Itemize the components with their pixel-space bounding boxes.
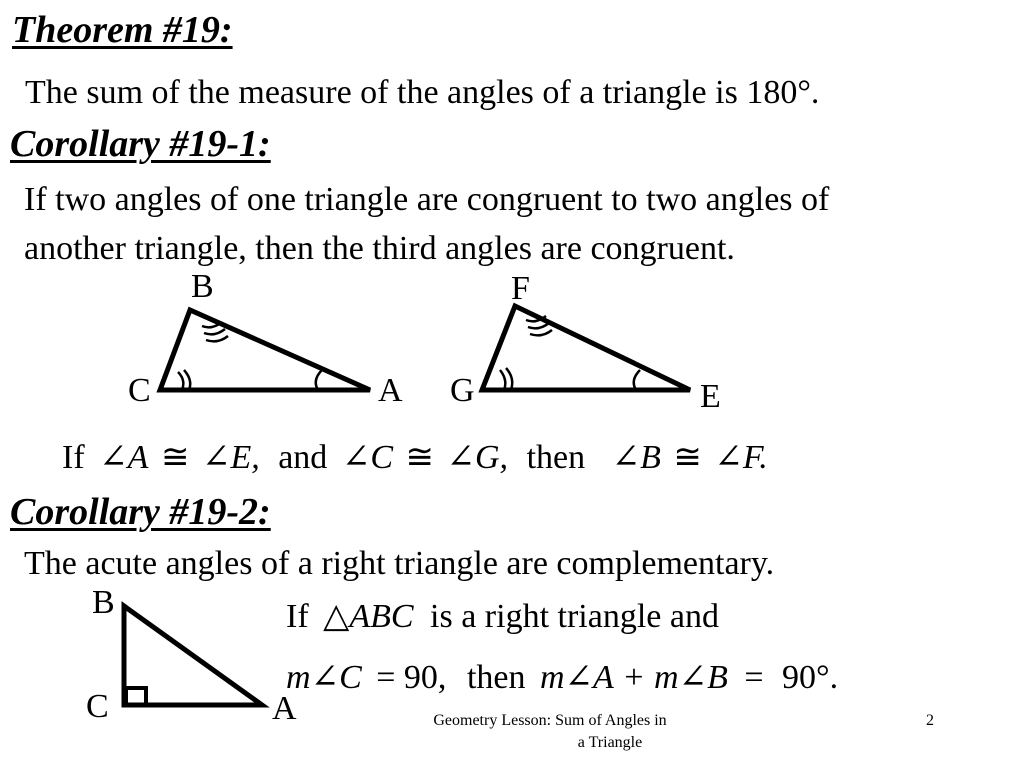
angle-b: B [707, 659, 728, 696]
congruent-symbol: ≅ [160, 439, 190, 476]
corollary2-heading: Corollary #19-2: [10, 491, 271, 533]
angle-c: C [339, 659, 362, 696]
angle-symbol: ∠ [446, 439, 475, 476]
then-text: then [526, 439, 586, 476]
if-text: If [62, 439, 85, 476]
angle-e: E, [230, 439, 260, 476]
result-90: 90°. [782, 659, 839, 696]
vertex-label-a: A [378, 372, 403, 409]
angle-c: C [370, 439, 393, 476]
equals-sign: = [744, 659, 764, 696]
corollary1-line2: another triangle, then the third angles are congruent. [24, 230, 735, 267]
theorem-statement: The sum of the measure of the angles of a triangle is 180°. [25, 74, 820, 111]
angle-symbol: ∠ [611, 439, 641, 476]
angle-symbol: ∠ [564, 659, 594, 696]
then-text: then [466, 659, 526, 696]
page-number: 2 [926, 712, 934, 729]
triangle-fge [482, 306, 690, 390]
equals-90: = 90, [376, 659, 447, 696]
footer-title-line1: Geometry Lesson: Sum of Angles in [433, 712, 667, 729]
corollary2-statement: The acute angles of a right triangle are complementary. [24, 545, 775, 582]
right-vertex-label-a: A [272, 690, 297, 727]
vertex-label-g: G [450, 372, 475, 409]
measure-m: m [539, 659, 565, 696]
congruent-symbol: ≅ [405, 439, 434, 476]
angle-symbol: ∠ [201, 439, 231, 476]
angle-a: A [127, 439, 149, 476]
right-vertex-label-c: C [86, 688, 109, 725]
triangle-name: ABC [349, 598, 414, 635]
corollary1-math-statement [62, 437, 768, 477]
congruent-symbol: ≅ [673, 439, 702, 476]
plus-sign: + [624, 659, 644, 696]
angle-marks-triangle-abc-1 [178, 322, 322, 390]
right-triangle-abc [124, 606, 262, 705]
angle-symbol: ∠ [341, 439, 371, 476]
angle-symbol: ∠ [99, 439, 128, 476]
right-vertex-label-b: B [92, 584, 115, 621]
right-triangle-text: is a right triangle and [430, 598, 719, 635]
vertex-label-b: B [191, 268, 214, 305]
angle-symbol: ∠ [678, 659, 708, 696]
corollary2-math-line2 [286, 657, 838, 697]
vertex-label-e: E [700, 378, 721, 415]
measure-m: m [654, 659, 679, 696]
angle-symbol: ∠ [310, 659, 340, 696]
triangle-abc-1 [160, 310, 370, 390]
measure-m: m [286, 659, 311, 696]
and-text: and [278, 439, 328, 476]
corollary2-math-line1 [286, 596, 719, 636]
footer-title-line2: a Triangle [577, 734, 643, 751]
corollary1-heading: Corollary #19-1: [10, 123, 271, 165]
angle-marks-triangle-fge [500, 316, 640, 390]
angle-g: G, [475, 439, 509, 476]
angle-b: B [640, 439, 661, 476]
angle-symbol: ∠ [714, 439, 743, 476]
angle-a: A [593, 659, 614, 696]
vertex-label-f: F [511, 270, 530, 307]
theorem-heading: Theorem #19: [12, 9, 233, 51]
if-text: If [286, 598, 309, 635]
angle-f: F. [742, 439, 768, 476]
footer-title [390, 710, 710, 754]
triangle-symbol: △ [323, 598, 350, 635]
corollary1-line1: If two angles of one triangle are congruent to two angles of [24, 181, 830, 218]
vertex-label-c: C [128, 372, 151, 409]
